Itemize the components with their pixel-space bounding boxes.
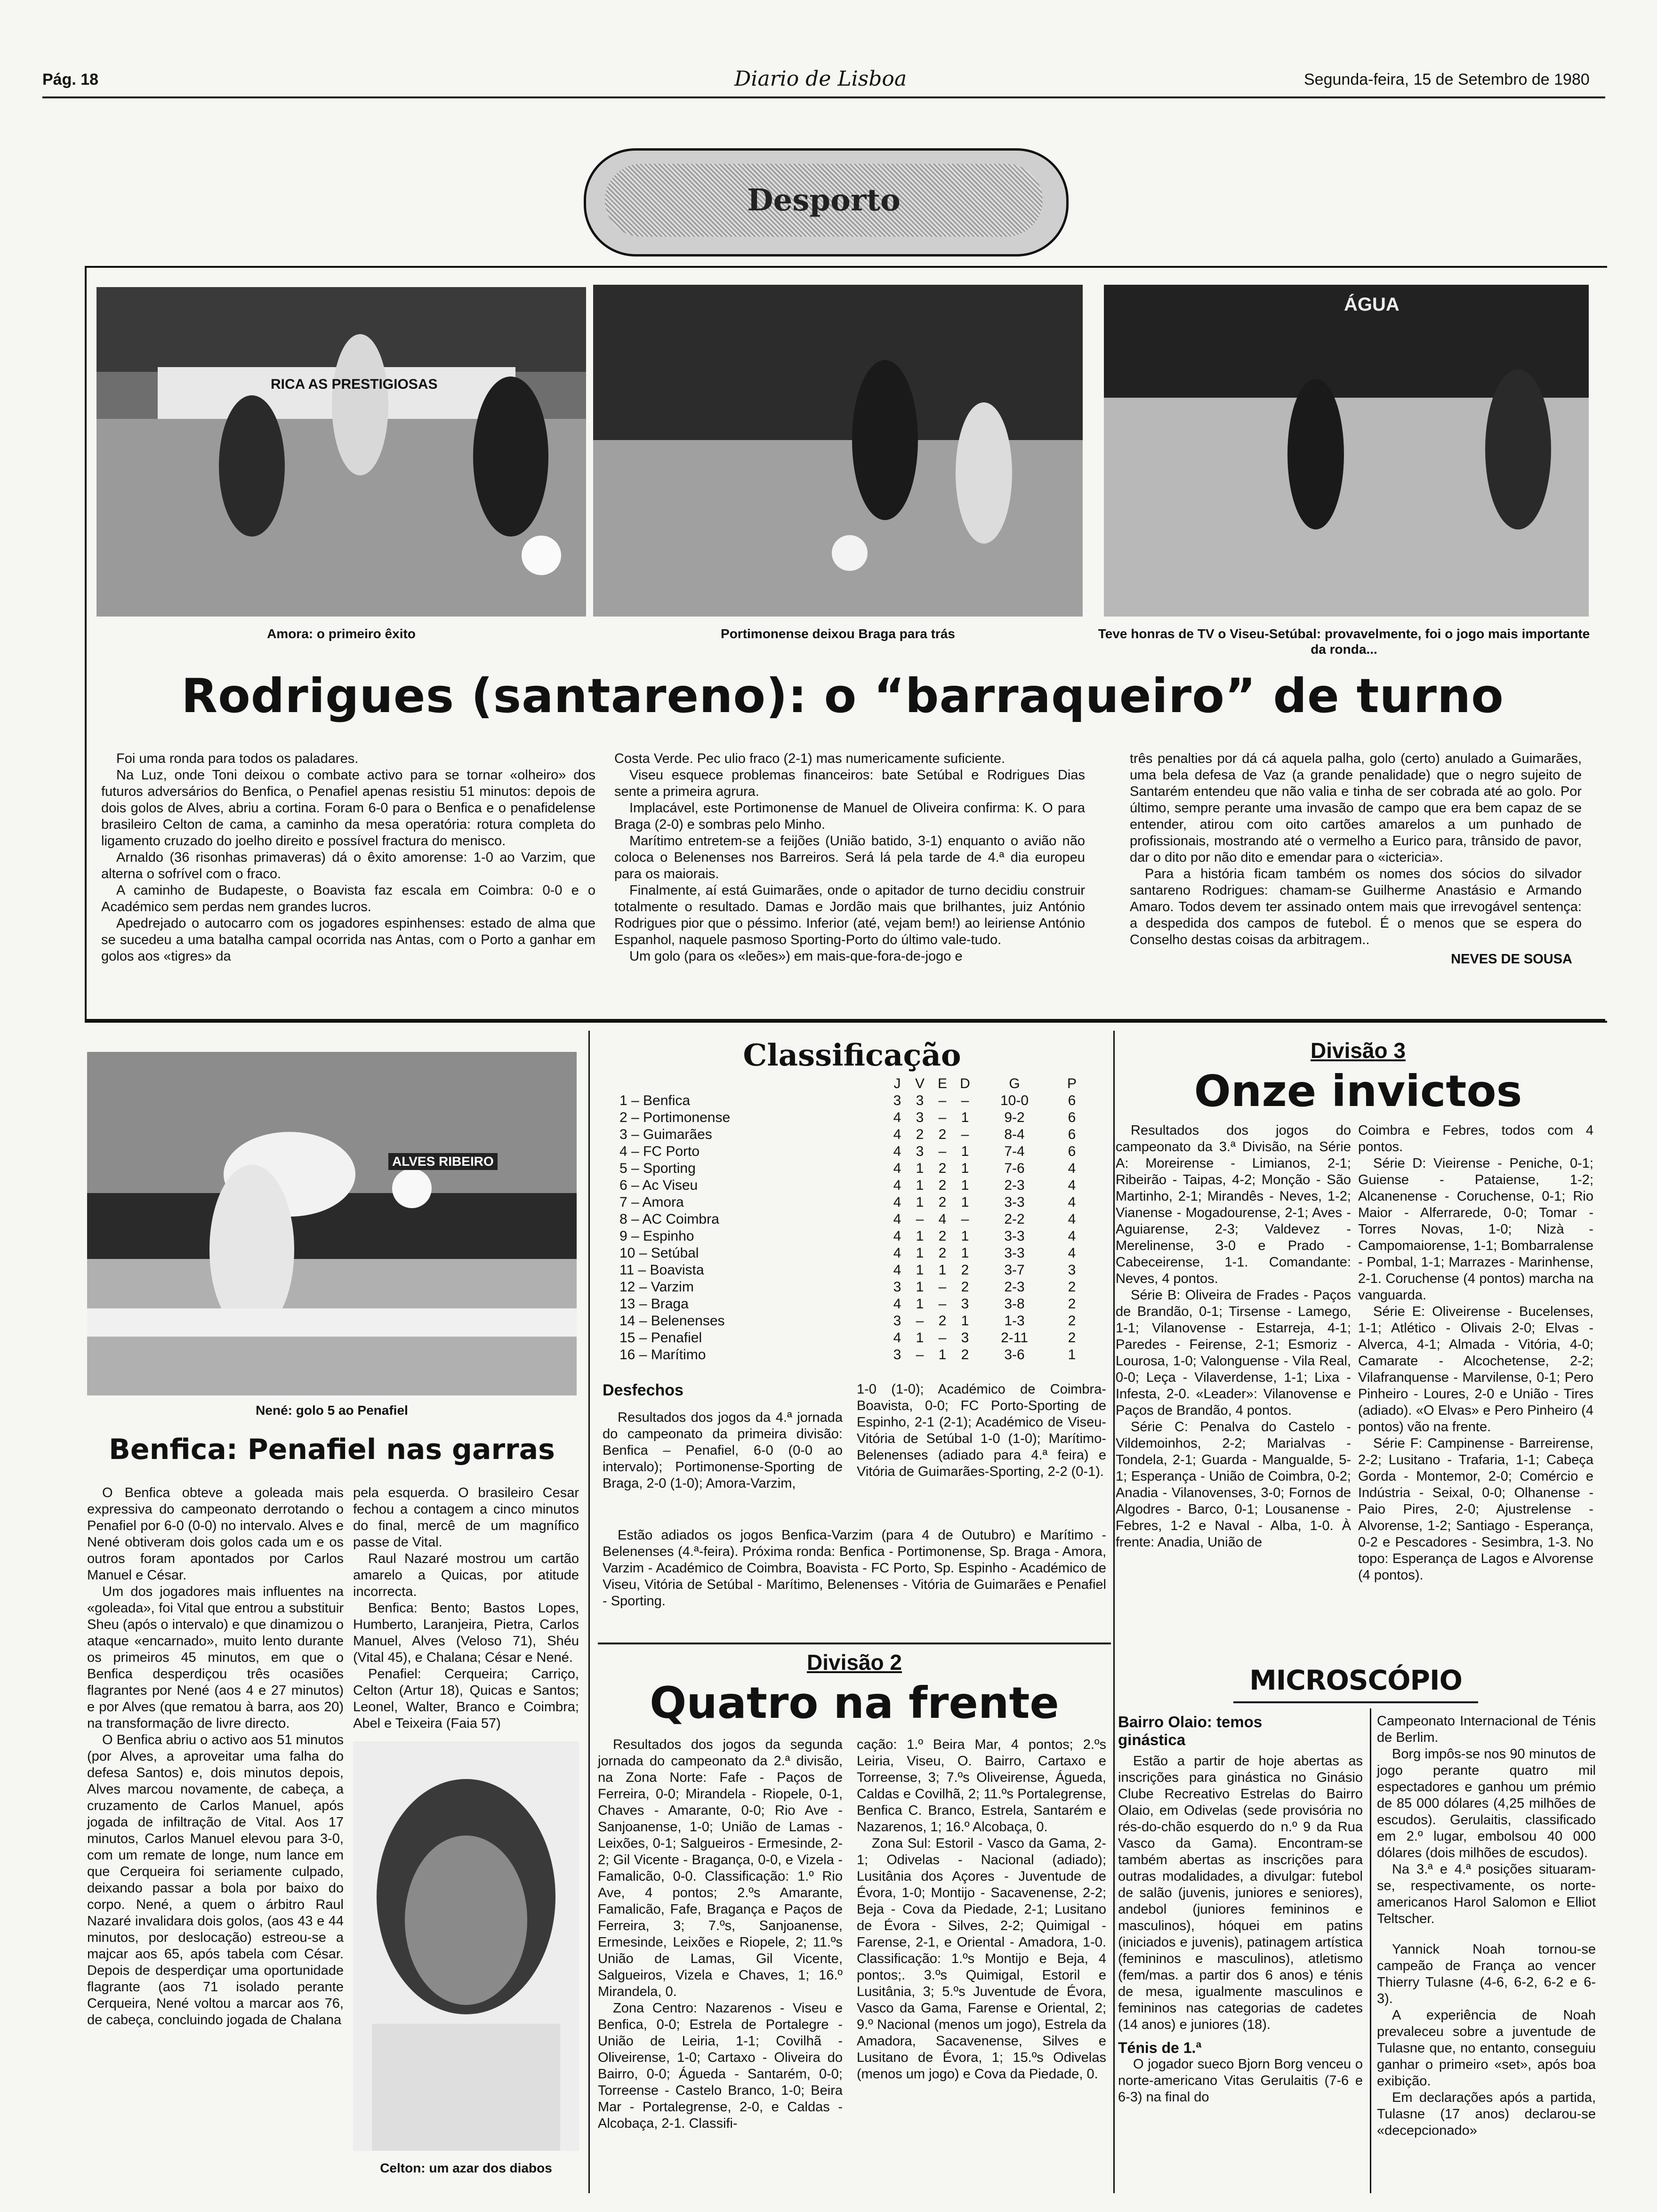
microscopio-col-2	[1377, 1713, 1596, 2139]
standings-cell: 4	[893, 1228, 901, 1244]
standings-cell: –	[916, 1313, 924, 1329]
microscopio-col-1	[1118, 1753, 1363, 2106]
standings-cell: 3	[893, 1279, 901, 1295]
paragraph: Estão a partir de hoje abertas as inscrições para ginástica no Ginásio Clube Recreativo Estrelas do Bairro Olaio, em Odivelas (sede provisória no rés-do-chão esquerdo do n.º 9 da Rua Vasco da Gama). Encontram-se também abertas as inscrições para outras modalidades, a divulgar: futebol de salão (juvenis, juniores e seniores), andebol (juniores femininos e masculinos), hóquei em patins (iniciados e juvenis), patinagem artística (femininos e masculinos), atletismo (fem/mas. a partir dos 6 anos) e ténis de mesa, igualmente masculinos e femininos nas categorias de cadetes (14 anos) e juniores (18).	[1118, 1754, 1363, 2032]
standings-cell: –	[961, 1093, 969, 1108]
column-rule	[1370, 1708, 1371, 2193]
desfechos-col-2	[857, 1381, 1106, 1480]
standings-cell: 7-4	[1004, 1144, 1025, 1159]
standings-cell: 2	[961, 1279, 969, 1295]
standings-cell: 1	[916, 1194, 924, 1210]
paragraph: Série F: Campinense - Barreirense, 2-2; Lusitano - Trafaria, 1-1; Cabeça Gorda - Montemor, 2-0; Comércio e Indústria - Seixal, 0-0; Olhanense - Paio Pires, 2-0; Ajustrelense - Alvorense, 1-2; Santiago - Esperança, 0-2 e Pescadores - Sesimbra, 1-3. No topo: Esperança de Lagos e Alvorense (4 pontos).	[1358, 1436, 1593, 1583]
standings-row	[617, 1330, 1091, 1346]
standings-header	[617, 1075, 1091, 1092]
col-header: V	[915, 1076, 925, 1091]
standings-cell: 8-4	[1004, 1127, 1025, 1142]
paragraph: Série B: Oliveira de Frades - Paços de Brandão, 0-1; Tirsense - Lamego, 1-1; Vilanovense - Estarreja, 4-1; Paredes - Feirense, 2-1; Esmoriz - Lourosa, 1-0; Valonguense - Vila Real, 0-0; Leça - Vilaverdense, 1-1; Lixa - Infesta, 2-0. «Leader»: Vilanovense e Paços de Brandão, 4 pontos.	[1116, 1288, 1351, 1418]
standings-cell: 3-3	[1004, 1228, 1025, 1244]
standings-row	[617, 1126, 1091, 1143]
standings-cell: 4	[1068, 1194, 1076, 1210]
standings-cell: 4	[893, 1211, 901, 1227]
standings-cell: 6	[1068, 1093, 1076, 1108]
standings-cell: 2	[938, 1127, 947, 1142]
paragraph: Série C: Penalva do Castelo - Vildemoinhos, 2-2; Marialvas - Tondela, 2-1; Guarda - Mangualde, 5-1; Esperança - União de Coimbra, 0-2; Anadia - Vilanovenses, 3-0; Fornos de Algodres - Barco, 0-1; Lousanense - Febres, 1-2 e Naval - Alba, 1-0. À frente: Anadia, União de	[1116, 1419, 1351, 1550]
main-article-col-3	[1130, 751, 1582, 968]
standings-cell: 2-3	[1004, 1178, 1025, 1193]
photo-viseu-setubal	[1104, 285, 1589, 617]
photo-caption: Nené: golo 5 ao Penafiel	[256, 1403, 408, 1418]
divisao3-kicker: Divisão 3	[1311, 1038, 1406, 1063]
paragraph: Foi uma ronda para todos os paladares.	[116, 751, 359, 766]
paragraph: Implacável, este Portimonense de Manuel de Oliveira confirma: K. O para Braga (2-0) e sombras pelo Minho.	[614, 801, 1085, 832]
paragraph: Resultados dos jogos da segunda jornada do campeonato da 2.ª divisão, na Zona Norte: Fafe - Paços de Ferreira, 0-0; Mirandela - Riopele, 0-1, Chaves - Amarante, 0-0; Rio Ave - Sanjoanense, 1-0; União de Lamas - Leixões, 0-1; Salgueiros - Ermesinde, 2-2; Gil Vicente - Bragança, 0-0, e Vizela - Famalicão, 0-0. Classificação: 1.º Rio Ave, 4 pontos; 2.ºs Amarante, Famalicão, Fafe, Bragança e Paços de Ferreira, 3; 7.ºs, Sanjoanense, Ermesinde, Leixões e Riopele, 2; 11.ºs União de Lamas, Gil Vicente, Salgueiros, Vizela e Chaves, 1; 16.º Mirandela, 0.	[598, 1737, 843, 1999]
paragraph: Coimbra e Febres, todos com 4 pontos.	[1358, 1123, 1593, 1154]
standings-row	[617, 1262, 1091, 1279]
paragraph: Um golo (para os «leões») em mais-que-fora-de-jogo e	[629, 949, 963, 964]
col-header: P	[1067, 1076, 1077, 1091]
divisao2-col-2	[857, 1737, 1106, 2083]
standings-cell: 1	[961, 1313, 969, 1329]
divisao3-col-2	[1358, 1122, 1593, 1584]
team-name: 15 – Penafiel	[619, 1330, 702, 1346]
standings-row	[617, 1177, 1091, 1194]
team-name: 7 – Amora	[619, 1194, 684, 1210]
standings-cell: 1-3	[1004, 1313, 1025, 1329]
standings-cell: 3	[961, 1330, 969, 1346]
team-name: 3 – Guimarães	[619, 1127, 712, 1142]
divisao3-headline: Onze invictos	[1194, 1066, 1522, 1116]
paragraph: Borg impôs-se nos 90 minutos de jogo perante quatro mil espectadores e ganhou um prémio de 85 000 dólares (4,25 milhões de escudos). Gerulaitis, classificado em 2.º lugar, embolsou 40 000 dólares (dois milhões de escudos).	[1377, 1747, 1596, 1860]
standings-cell: 3	[893, 1093, 901, 1108]
standings-cell: 1	[916, 1330, 924, 1346]
standings-cell: 4	[1068, 1211, 1076, 1227]
divisao2-kicker: Divisão 2	[807, 1650, 902, 1675]
page-number: Pág. 18	[42, 71, 99, 88]
paragraph: Costa Verde. Pec ulio fraco (2-1) mas numericamente suficiente.	[614, 751, 1005, 766]
stadium-sign: RICA AS PRESTIGIOSAS	[271, 377, 438, 392]
standings-row	[617, 1313, 1091, 1330]
team-name: 6 – Ac Viseu	[619, 1178, 698, 1193]
standings-cell: –	[938, 1296, 947, 1312]
standings-row	[617, 1092, 1091, 1109]
standings-cell: 6	[1068, 1110, 1076, 1125]
paragraph: Penafiel: Cerqueira; Carriço, Celton (Artur 18), Quicas e Santos; Leonel, Walter, Branco e Coimbra; Abel e Teixeira (Faia 57)	[353, 1667, 579, 1731]
standings-cell: 1	[916, 1161, 924, 1176]
standings-cell: –	[938, 1279, 947, 1295]
standings-cell: 4	[893, 1296, 901, 1312]
photo-caption: Celton: um azar dos diabos	[380, 2161, 552, 2175]
standings-cell: 3	[916, 1093, 924, 1108]
standings-row	[617, 1245, 1091, 1262]
paragraph: Benfica: Bento; Bastos Lopes, Humberto, Laranjeira, Pietra, Carlos Manuel, Alves (Veloso 71), Shéu (Vital 45), e Chalana; César e Nené.	[353, 1601, 579, 1665]
paragraph: O Benfica abriu o activo aos 51 minutos (por Alves, a aproveitar uma falha do defesa Santos) e, dois minutos depois, Alves marcou novamente, de cabeça, a cruzamento de Carlos Manuel, após jogada de infiltração de Vital. Aos 17 minutos, Carlos Manuel elevou para 3-0, com um remate de longe, num lance em que Cerqueira foi seriamente culpado, deixando passar a bola por baixo do corpo. Nené, a quem o árbitro Raul Nazaré invalidara dois golos, (aos 43 e 44 minutos, por deslocação) estreou-se a majcar aos 65, após tabela com César. Depois de desperdiçar uma oportunidade flagrante (aos 71 isolado perante Cerqueira, Nené voltou a marcar aos 76, de cabeça, concluindo jogada de Chalana	[87, 1732, 344, 2028]
standings-cell: 2	[1068, 1330, 1076, 1346]
benfica-headline: Benfica: Penafiel nas garras	[109, 1433, 555, 1466]
standings-cell: 3	[893, 1347, 901, 1362]
standings-cell: 4	[1068, 1245, 1076, 1261]
standings-cell: –	[938, 1330, 947, 1346]
paragraph: Um dos jogadores mais influentes na «goleada», foi Vital que entrou a substituir Sheu (após o intervalo) e que dinamizou o ataque «encarnado», muito lento durante os primeiros 45 minutos, em que o Benfica desperdiçou três ocasiões flagrantes por Nené (aos 4 e 27 minutos) e por Alves (que rematou à barra, aos 20) na transformação de livre directo.	[87, 1584, 344, 1731]
team-name: 2 – Portimonense	[619, 1110, 731, 1125]
divisao2-headline: Quatro na frente	[650, 1678, 1059, 1728]
standings-cell: –	[961, 1211, 969, 1227]
paragraph: Resultados dos jogos do campeonato da 3.ª Divisão, na Série A: Moreirense - Limianos, 2-1; Ribeirão - Taipas, 4-2; Monção - São Martinho, 2-1; Mirandês - Neves, 1-2; Vianense - Mogadourense, 2-1; Aves - Aguiarense, 2-3; Valdevez - Merelinense, 3-0 e Prado - Cabeceirense, 1-1. Comandante: Neves, 4 pontos.	[1116, 1123, 1351, 1286]
standings-cell: 4	[893, 1330, 901, 1346]
issue-date: Segunda-feira, 15 de Setembro de 1980	[1304, 71, 1590, 88]
microscopio-title: MICROSCÓPIO	[1249, 1664, 1462, 1696]
standings-cell: 2	[938, 1228, 947, 1244]
section-banner-inner	[605, 164, 1043, 237]
standings-cell: 3	[893, 1313, 901, 1329]
standings-cell: 4	[1068, 1228, 1076, 1244]
microscopio-subhead: Ténis de 1.ª	[1118, 2039, 1202, 2056]
standings-cell: 2	[1068, 1279, 1076, 1295]
section-rule	[598, 1643, 1111, 1644]
standings-cell: 4	[938, 1211, 947, 1227]
paragraph: Resultados dos jogos da 4.ª jornada do campeonato da primeira divisão: Benfica – Penafiel, 6-0 (0-0 ao intervalo); Portimonense-Sporting de Braga, 2-0 (1-0); Amora-Varzim,	[603, 1410, 843, 1491]
standings-cell: 3-7	[1004, 1262, 1025, 1278]
team-name: 9 – Espinho	[619, 1228, 694, 1244]
standings-cell: 3-6	[1004, 1347, 1025, 1362]
standings-cell: 1	[1068, 1347, 1076, 1362]
standings-cell: 2	[938, 1313, 947, 1329]
standings-row	[617, 1346, 1091, 1363]
standings-cell: 1	[916, 1245, 924, 1261]
photo-celton	[353, 1741, 579, 2151]
photo-caption: Portimonense deixou Braga para trás	[721, 626, 955, 641]
standings-cell: 2	[916, 1127, 924, 1142]
standings-cell: 1	[961, 1161, 969, 1176]
standings-cell: 2	[938, 1245, 947, 1261]
classificacao-title: Classificação	[743, 1038, 961, 1073]
paragraph: três penalties por dá cá aquela palha, golo (certo) anulado a Guimarães, uma bela defesa de Vaz (a grande penalidade) que o negro sujeito de Santarém entendeu que não valia e tinha de ser cobrada até ao golo. Por último, sempre perante uma invasão de campo que era bem capaz de se entender, atirou com oito cartões amarelos a um punhado de profissionais, mostrando até o vermelho a Eurico para, trânsido de pavor, dar o dito por não dito e emendar para o «ictericia».	[1130, 751, 1582, 865]
paragraph: Em declarações após a partida, Tulasne (17 anos) declarou-se «decepcionado»	[1377, 2090, 1596, 2138]
standings-cell: 4	[1068, 1178, 1076, 1193]
column-rule	[1113, 1031, 1115, 2193]
standings-cell: 1	[961, 1194, 969, 1210]
standings-cell: 1	[916, 1279, 924, 1295]
standings-cell: 4	[893, 1178, 901, 1193]
paragraph: Para a história ficam também os nomes dos sócios do silvador santareno Rodrigues: chamam-se Guilherme Anastásio e Armando Amaro. Todos devem ter assinado ontem mais que irrevogável sentença: a despedida dos campos de futebol. É o menos que se espera do Conselho destas coisas da arbitragem..	[1130, 866, 1582, 947]
divisao3-col-1	[1116, 1122, 1351, 1551]
standings-cell: 2	[938, 1194, 947, 1210]
column-rule	[588, 1031, 590, 2193]
standings-cell: 1	[938, 1262, 947, 1278]
col-header: E	[937, 1076, 947, 1091]
benfica-col-1	[87, 1485, 344, 2028]
standings-row	[617, 1109, 1091, 1126]
paragraph: Arnaldo (36 risonhas primaveras) dá o êxito amorense: 1-0 ao Varzim, que alterna o sofrível com o fraco.	[101, 850, 595, 882]
paragraph: Zona Centro: Nazarenos - Viseu e Benfica, 0-0; Estrela de Portalegre - União de Leiria, 1-1; Covilhã - Oliveirense, 1-0; Cartaxo - Oliveira do Bairro, 0-0; Águeda - Santarém, 0-0; Torreense - Castelo Branco, 1-0; Beira Mar - Portalegrense, 2-0, e Caldas - Alcobaça, 2-1. Classifi-	[598, 2001, 843, 2131]
standings-row	[617, 1211, 1091, 1228]
standings-cell: 1	[961, 1144, 969, 1159]
standings-cell: 1	[916, 1228, 924, 1244]
desfechos-title: Desfechos	[603, 1381, 684, 1399]
standings-cell: 2	[938, 1161, 947, 1176]
desfechos-col-1	[603, 1410, 843, 1492]
team-name: 13 – Braga	[619, 1296, 689, 1312]
section-banner	[584, 148, 1069, 256]
standings-cell: 4	[893, 1262, 901, 1278]
standings-cell: 2	[1068, 1296, 1076, 1312]
photo-caption: Teve honras de TV o Viseu-Setúbal: provavelmente, foi o jogo mais importante da ronda...	[1098, 626, 1590, 657]
paragraph: O Benfica obteve a goleada mais expressiva do campeonato derrotando o Penafiel por 6-0 (0-0) no intervalo. Alves e Nené obtiveram dois golos cada um e os outros foram apontados por Carlos Manuel e César.	[87, 1485, 344, 1583]
paragraph: Campeonato Internacional de Ténis de Berlim.	[1377, 1714, 1596, 1745]
standings-cell: 3-3	[1004, 1245, 1025, 1261]
col-header: J	[893, 1076, 901, 1091]
standings-cell: 4	[893, 1110, 901, 1125]
paragraph: A experiência de Noah prevaleceu sobre a juventude de Tulasne que, no entanto, conseguiu ganhar o primeiro «set», após boa exibição.	[1377, 2008, 1596, 2089]
standings-cell: 4	[893, 1127, 901, 1142]
standings-cell: 1	[938, 1347, 947, 1362]
paragraph: 1-0 (1-0); Académico de Coimbra-Boavista, 0-0; FC Porto-Sporting de Espinho, 2-1 (2-1); Académico de Viseu-Vitória de Setúbal 1-0 (1-0); Marítimo-Belenenses (adiado para 4.ª feira) e Vitória de Guimarães-Sporting, 2-2 (0-1).	[857, 1382, 1106, 1479]
standings-cell: 6	[1068, 1127, 1076, 1142]
standings-cell: 2-3	[1004, 1279, 1025, 1295]
photo-nene-goal	[87, 1052, 577, 1395]
paragraph: Série D: Vieirense - Peniche, 0-1; Guiense - Pataiense, 1-2; Alcanenense - Coruchense, 0-1; Rio Maior - Alferrarede, 0-0; Tomar - Torres Novas, 1-0; Nizà - Campomaiorense, 1-1; Bombarralense - Pombal, 1-1; Marrazes - Marinhense, 2-1. Coruchense (4 pontos) marcha na vanguarda.	[1358, 1156, 1593, 1303]
microscopio-subhead: Bairro Olaio: temos ginástica	[1118, 1713, 1263, 1748]
standings-cell: 2	[961, 1347, 969, 1362]
paragraph: Estão adiados os jogos Benfica-Varzim (para 4 de Outubro) e Marítimo - Belenenses (4.ª-feira). Próxima ronda: Benfica - Portimonense, Sp. Braga - Amora, Varzim - Académico de Coimbra, Boavista - FC Porto, Sp. Espinho - Académico de Viseu, Vitória de Setúbal - Marítimo, Belenenses - Vitória de Guimarães e Penafiel - Sporting.	[603, 1528, 1106, 1609]
benfica-col-2	[353, 1485, 579, 1732]
photo-portimonense	[593, 285, 1083, 617]
standings-cell: 4	[1068, 1161, 1076, 1176]
team-name: 12 – Varzim	[619, 1279, 694, 1295]
standings-cell: 2	[938, 1178, 947, 1193]
team-name: 10 – Setúbal	[619, 1245, 699, 1261]
standings-cell: 1	[961, 1245, 969, 1261]
paragraph: Zona Sul: Estoril - Vasco da Gama, 2-1; Odivelas - Nacional (adiado); Lusitânia dos Açores - Juventude de Évora, 1-0; Montijo - Sacavenense, 2-2; Beja - Cova da Piedade, 2-1; Lusitano de Évora - Silves, 2-2; Quimigal - Farense, 2-1, e Oriental - Amadora, 1-0. Classificação: 1.ºs Montijo e Beja, 4 pontos;. 3.ºs Quimigal, Estoril e Lusitânia, 3; 5.ºs Juventude de Évora, Vasco da Gama, Farense e Oriental, 2; 9.º Nacional (menos um jogo), Estrela da Amadora, Sacavenense, Silves e Lusitano de Évora, 1; 15.ºs Odivelas (menos um jogo) e Cova da Piedade, 0.	[857, 1836, 1106, 2082]
paragraph: cação: 1.º Beira Mar, 4 pontos; 2.ºs Leiria, Viseu, O. Bairro, Cartaxo e Torreense, 3; 7.ºs Oliveirense, Águeda, Caldas e Covilhã, 2; 11.ºs Portalegrense, Benfica C. Branco, Estrela, Santarém e Nazarenos, 1; 16.º Alcobaça, 0.	[857, 1737, 1106, 1835]
team-name: 8 – AC Coimbra	[619, 1211, 719, 1227]
team-name: 1 – Benfica	[619, 1093, 691, 1108]
standings-cell: 1	[961, 1178, 969, 1193]
stadium-sign: ALVES RIBEIRO	[388, 1153, 498, 1170]
author-byline: NEVES DE SOUSA	[1451, 952, 1572, 967]
main-headline: Rodrigues (santareno): o “barraqueiro” de turno	[181, 668, 1504, 723]
paragraph: Na Luz, onde Toni deixou o combate activo para se tornar «olheiro» dos futuros adversários do Benfica, o Penafiel apenas resistiu 51 minutos: depois de dois golos de Alves, abriu a cortina. Foram 6-0 para o Benfica e o penafidelense brasileiro Celton de cama, a caminho da mesa operatória: rotura completa do ligamento cruzado do joelho direito e possível fractura do menisco.	[101, 768, 595, 849]
col-header: D	[960, 1076, 970, 1091]
standings-cell: –	[916, 1347, 924, 1362]
paragraph: Viseu esquece problemas financeiros: bate Setúbal e Rodrigues Dias sente a primeira agrura.	[614, 768, 1085, 799]
standings-cell: –	[916, 1211, 924, 1227]
photo-caption: Amora: o primeiro êxito	[267, 626, 416, 641]
main-article-col-2	[614, 751, 1085, 965]
team-name: 5 – Sporting	[619, 1161, 696, 1176]
standings-cell: 10-0	[1000, 1093, 1029, 1108]
adiados-paragraph	[603, 1527, 1106, 1610]
photo-amora	[97, 287, 586, 617]
standings-cell: 3	[916, 1110, 924, 1125]
standings-cell: –	[938, 1144, 947, 1159]
paragraph: pela esquerda. O brasileiro Cesar fechou a contagem a cinco minutos do final, mercê de um magnífico passe de Vital.	[353, 1485, 579, 1550]
standings-cell: 4	[893, 1194, 901, 1210]
standings-cell: 3	[961, 1296, 969, 1312]
standings-cell: 4	[893, 1144, 901, 1159]
standings-cell: 2	[961, 1262, 969, 1278]
standings-cell: 6	[1068, 1144, 1076, 1159]
paragraph: A caminho de Budapeste, o Boavista faz escala em Coimbra: 0-0 e o Académico sem perdas nem grandes lucros.	[101, 883, 595, 914]
microscopio-banner	[1233, 1659, 1478, 1703]
standings-row	[617, 1160, 1091, 1177]
paragraph: Série E: Oliveirense - Bucelenses, 1-1; Atlético - Olivais 2-0; Elvas - Alverca, 4-1; Almada - Vitória, 4-0; Camarate - Alcochetense, 2-2; Vilafranquense - Marvilense, 0-1; Pero Pinheiro - Loures, 2-0 e União - Tires (adiado). «O Elvas» e Pero Pinheiro (4 pontos) vão na frente.	[1358, 1304, 1593, 1435]
team-name: 16 – Marítimo	[619, 1347, 706, 1362]
standings-cell: 1	[916, 1178, 924, 1193]
standings-table	[617, 1075, 1091, 1363]
section-rule	[85, 1019, 1605, 1021]
standings-cell: 2-2	[1004, 1211, 1025, 1227]
main-article-col-1	[101, 751, 595, 965]
standings-cell: 4	[893, 1245, 901, 1261]
standings-row	[617, 1143, 1091, 1160]
standings-row	[617, 1228, 1091, 1245]
standings-cell: 2	[1068, 1313, 1076, 1329]
standings-row	[617, 1279, 1091, 1296]
team-name: 4 – FC Porto	[619, 1144, 700, 1159]
standings-cell: –	[938, 1110, 947, 1125]
standings-row	[617, 1194, 1091, 1211]
paragraph: Raul Nazaré mostrou um cartão amarelo a Quicas, por atitude incorrecta.	[353, 1551, 579, 1599]
standings-cell: 1	[961, 1228, 969, 1244]
standings-cell: 4	[893, 1161, 901, 1176]
paragraph: Marítimo entretem-se a feijões (União batido, 3-1) enquanto o avião não coloca o Belenenses nos Barreiros. Será lá pela tarde de 4.ª dia europeu para os maiorais.	[614, 834, 1085, 882]
standings-cell: –	[938, 1093, 947, 1108]
paragraph: Finalmente, aí está Guimarães, onde o apitador de turno decidiu construir totalmente o resultado. Damas e Jordão mais que brilhantes, juiz António Rodrigues pior que o péssimo. Inferior (até, vejam bem!) ao leiriense António Espanhol, naquele pasmoso Sporting-Porto do último vale-tudo.	[614, 883, 1085, 947]
standings-cell: 3-3	[1004, 1194, 1025, 1210]
standings-cell: 2-11	[1001, 1330, 1028, 1346]
stadium-sign: ÁGUA	[1344, 294, 1400, 315]
section-title: Desporto	[747, 183, 901, 218]
paragraph: Yannick Noah tornou-se campeão de França ao vencer Thierry Tulasne (4-6, 6-2, 6-2 e 6-3).	[1377, 1942, 1596, 2006]
standings-cell: 3-8	[1004, 1296, 1025, 1312]
paragraph: Na 3.ª e 4.ª posições situaram-se, respectivamente, os norte-americanos Harol Salomon e Elliot Teltscher.	[1377, 1862, 1596, 1926]
newspaper-name: Diario de Lisboa	[734, 67, 907, 91]
standings-cell: 1	[916, 1296, 924, 1312]
standings-cell: 7-6	[1004, 1161, 1025, 1176]
team-name: 14 – Belenenses	[619, 1313, 725, 1329]
standings-cell: 3	[916, 1144, 924, 1159]
paragraph: Apedrejado o autocarro com os jogadores espinhenses: estado de alma que se sucedeu a uma batalha campal ocorrida nas Antas, com o Porto a ganhar em golos aos «tigres» da	[101, 916, 595, 964]
team-name: 11 – Boavista	[619, 1262, 704, 1278]
standings-cell: 1	[961, 1110, 969, 1125]
standings-cell: –	[961, 1127, 969, 1142]
standings-cell: 3	[1068, 1262, 1076, 1278]
col-header: G	[1009, 1076, 1020, 1091]
standings-row	[617, 1296, 1091, 1313]
standings-cell: 9-2	[1004, 1110, 1025, 1125]
header-rule	[42, 96, 1605, 98]
paragraph: O jogador sueco Bjorn Borg venceu o norte-americano Vitas Gerulaitis (7-6 e 6-3) na final do	[1118, 2057, 1363, 2105]
divisao2-col-1	[598, 1737, 843, 2132]
standings-cell: 1	[916, 1262, 924, 1278]
